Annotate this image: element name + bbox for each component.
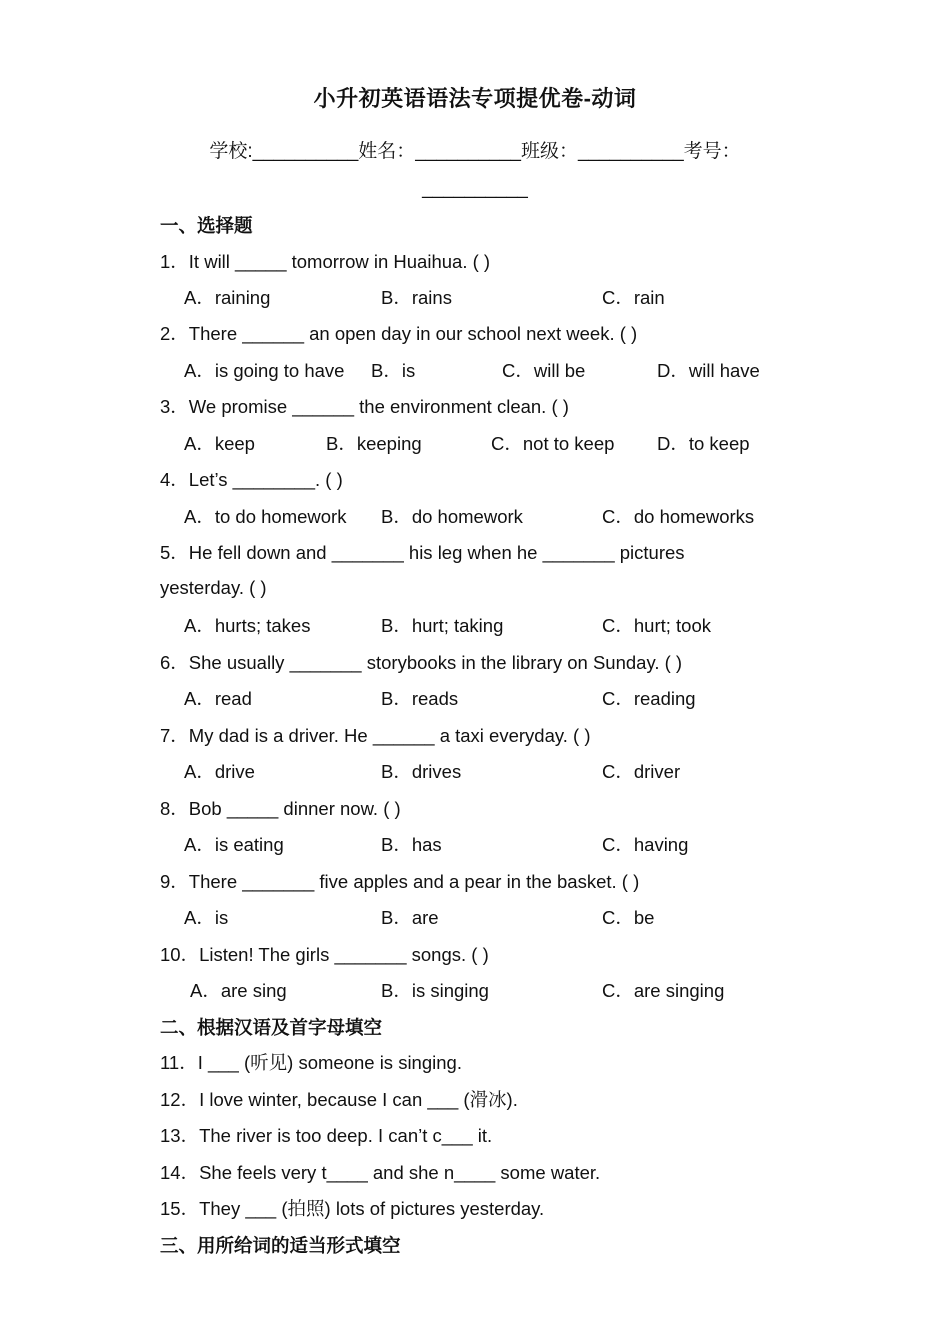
section-heading-forms: 三、用所给词的适当形式填空: [160, 1235, 401, 1256]
question-stem: 5．He fell down and _______ his leg when he _______ pictures: [160, 542, 685, 563]
fill-question: 11．I ___ (听见) someone is singing.: [160, 1052, 462, 1073]
option-a: A．is going to have: [184, 360, 345, 381]
page-title: 小升初英语语法专项提优卷-动词: [313, 86, 637, 111]
question-stem-continued: yesterday. ( ): [160, 577, 267, 598]
option-c: C．will be: [502, 360, 586, 381]
question-stem: 7．My dad is a driver. He ______ a taxi everyday. ( ): [160, 725, 591, 746]
option-c: C．are singing: [602, 980, 725, 1001]
option-c: C．having: [602, 834, 689, 855]
option-c: C．driver: [602, 761, 681, 782]
question-stem: 3．We promise ______ the environment clean. ( ): [160, 396, 569, 417]
option-d: D．will have: [657, 360, 760, 381]
option-b: B．hurt; taking: [381, 615, 504, 636]
option-a: A．drive: [184, 761, 255, 782]
fill-question: 15．They ___ (拍照) lots of pictures yesterday.: [160, 1198, 545, 1219]
option-b: B．do homework: [381, 506, 523, 527]
option-a: A．hurts; takes: [184, 615, 311, 636]
question-stem: 4．Let’s ________. ( ): [160, 469, 343, 490]
option-b: B．rains: [381, 287, 452, 308]
option-b: B．is: [371, 360, 416, 381]
question-stem: 10．Listen! The girls _______ songs. ( ): [160, 944, 489, 965]
option-a: A．are sing: [190, 980, 287, 1001]
section-heading-choice: 一、选择题: [160, 215, 253, 236]
fill-question: 14．She feels very t____ and she n____ some water.: [160, 1162, 601, 1183]
option-a: A．read: [184, 688, 252, 709]
option-a: A．raining: [184, 287, 271, 308]
option-b: B．are: [381, 907, 439, 928]
option-b: B．has: [381, 834, 442, 855]
option-b: B．reads: [381, 688, 459, 709]
question-stem: 9．There _______ five apples and a pear in the basket. ( ): [160, 871, 640, 892]
option-d: D．to keep: [657, 433, 750, 454]
student-info-line: 学校:__________姓名：__________班级：__________考号：: [209, 141, 741, 162]
option-c: C．rain: [602, 287, 665, 308]
option-c: C．not to keep: [491, 433, 615, 454]
option-c: C．hurt; took: [602, 615, 711, 636]
question-stem: 2．There ______ an open day in our school next week. ( ): [160, 323, 638, 344]
question-stem: 8．Bob _____ dinner now. ( ): [160, 798, 401, 819]
option-c: C．reading: [602, 688, 696, 709]
section-heading-fill: 二、根据汉语及首字母填空: [160, 1017, 383, 1038]
question-stem: 1．It will _____ tomorrow in Huaihua. ( ): [160, 251, 491, 272]
option-b: B．is singing: [381, 980, 489, 1001]
question-stem: 6．She usually _______ storybooks in the library on Sunday. ( ): [160, 652, 683, 673]
fill-question: 13．The river is too deep. I can’t c___ it.: [160, 1125, 493, 1146]
option-b: B．drives: [381, 761, 462, 782]
option-c: C．do homeworks: [602, 506, 755, 527]
option-a: A．keep: [184, 433, 255, 454]
option-a: A．is: [184, 907, 229, 928]
fill-question: 12．I love winter, because I can ___ (滑冰).: [160, 1089, 518, 1110]
option-b: B．keeping: [326, 433, 422, 454]
option-a: A．is eating: [184, 834, 284, 855]
option-c: C．be: [602, 907, 655, 928]
student-info-line-2: __________: [422, 178, 528, 199]
option-a: A．to do homework: [184, 506, 347, 527]
